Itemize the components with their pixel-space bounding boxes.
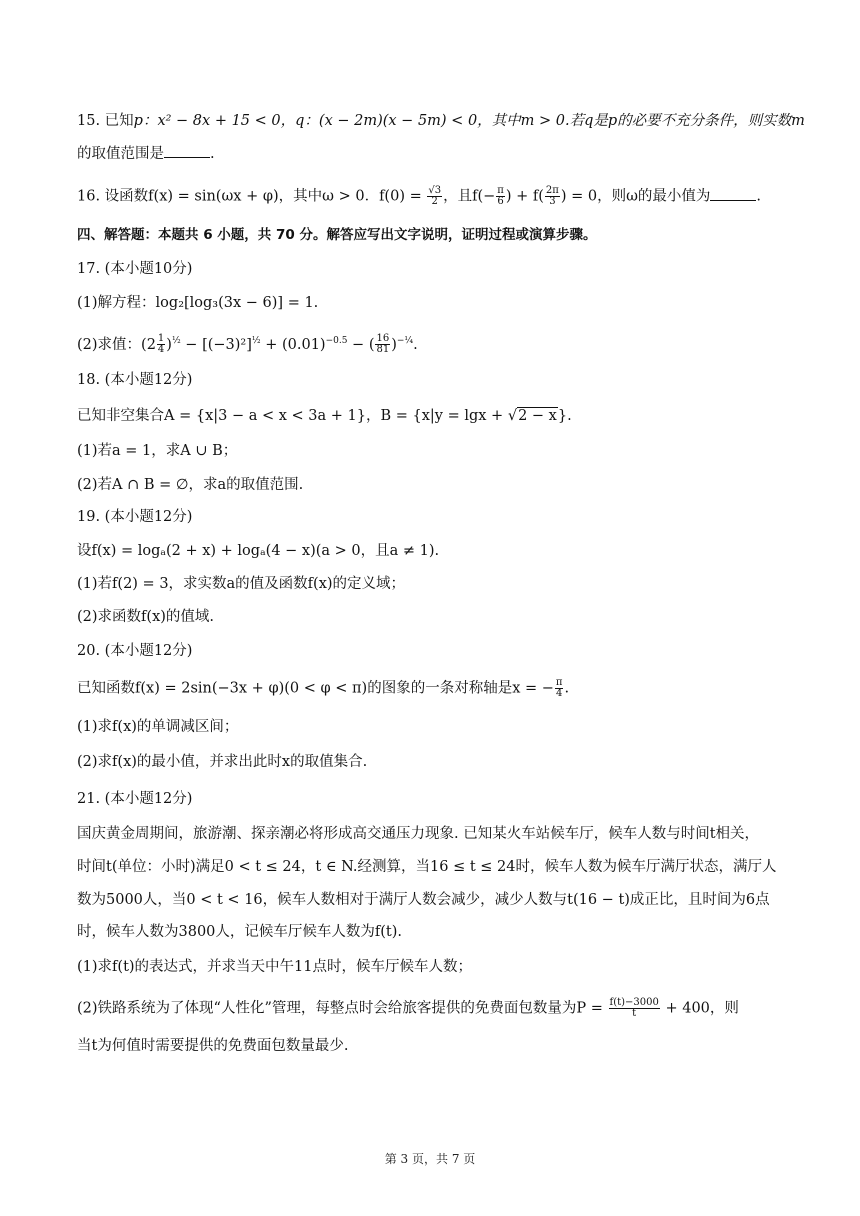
exponent: ½ xyxy=(251,336,261,346)
q20-stem-b: . xyxy=(564,680,570,697)
frac-num: 2π xyxy=(545,185,559,196)
q19-part2: (2)求函数f(x)的值域. xyxy=(77,609,215,625)
answer-blank xyxy=(710,188,756,201)
exponent: −0.5 xyxy=(325,336,348,346)
q18-stem-b: }. xyxy=(557,408,572,424)
frac-den: t xyxy=(632,1008,637,1019)
q18-part1: (1)若a = 1，求A ∪ B； xyxy=(77,443,238,459)
q17-head: 17. (本小题10分) xyxy=(77,261,193,277)
frac-den: 4 xyxy=(556,688,563,699)
q15-line2 xyxy=(77,144,789,164)
q20-part2: (2)求f(x)的最小值，并求出此时x的取值集合. xyxy=(77,754,368,770)
exponent: −¼ xyxy=(396,336,414,346)
q15-line1 xyxy=(77,111,805,131)
q17-p2-e: − ( xyxy=(347,336,375,353)
q17-p2-f: ) xyxy=(391,336,397,353)
q17-p2-d: + (0.01) xyxy=(260,336,326,353)
section-title: 四、解答题：本题共 6 小题，共 70 分。解答应写出文字说明，证明过程或演算步骤。 xyxy=(77,227,597,243)
frac-den: 2 xyxy=(431,196,438,207)
q16-frac3 xyxy=(545,186,560,207)
q17-p2-b: ) xyxy=(166,336,172,353)
q21-head: 21. (本小题12分) xyxy=(77,791,193,807)
q17-p2-g: . xyxy=(413,336,418,353)
exponent: ½ xyxy=(171,336,181,346)
q15-tail: 的取值范围是 xyxy=(77,146,164,162)
q17-frac1 xyxy=(157,334,165,355)
q16-end: . xyxy=(756,188,762,205)
q16-frac2 xyxy=(496,186,505,207)
q20-frac xyxy=(555,678,564,699)
frac-num: 16 xyxy=(376,333,390,345)
q21-line3: 数为5000人，当0 < t < 16，候车人数相对于满厅人数会减少，减少人数与t(16 − t)成正比，且时间为6点 xyxy=(77,892,770,908)
sqrt-expr: 2 − x xyxy=(518,408,557,424)
frac-den: 3 xyxy=(549,196,556,207)
q16-part-d: ) = 0，则ω的最小值为 xyxy=(560,188,711,205)
q16-part-a: 16. 设函数f(x) = sin(ωx + φ)，其中ω > 0．f(0) = xyxy=(77,188,427,205)
q21-p2-b: + 400，则 xyxy=(660,1000,739,1017)
frac-num: 1 xyxy=(157,333,165,345)
q21-part1: (1)求f(t)的表达式，并求当天中午11点时，候车厅候车人数； xyxy=(77,959,472,975)
q15-end: . xyxy=(210,146,215,162)
q20-head: 20. (本小题12分) xyxy=(77,643,193,659)
frac-num: f(t)−3000 xyxy=(609,997,659,1008)
q21-line4: 时，候车人数为3800人，记候车厅候车人数为f(t). xyxy=(77,924,403,940)
q15-condition: p：x² − 8x + 15 < 0，q：(x − 2m)(x − 5m) < 0，其中m > 0.若q是p的必要不充分条件，则实数m xyxy=(133,113,805,129)
q16-frac1 xyxy=(427,186,442,207)
q19-stem: 设f(x) = logₐ(2 + x) + logₐ(4 − x)(a > 0，且a ≠ 1). xyxy=(77,543,440,559)
q17-part1: (1)解方程：log₂[log₃(3x − 6)] = 1. xyxy=(77,295,319,311)
frac-den: 81 xyxy=(376,344,390,356)
q18-part2: (2)若A ∩ B = ∅，求a的取值范围. xyxy=(77,477,304,493)
q17-frac2 xyxy=(375,334,390,355)
frac-num: π xyxy=(555,677,563,688)
q20-stem xyxy=(77,678,789,699)
q21-part2-line2: 当t为何值时需要提供的免费面包数量最少. xyxy=(77,1038,349,1054)
q21-line1: 国庆黄金周期间，旅游潮、探亲潮必将形成高交通压力现象. 已知某火车站候车厅，候车人数与时间t相关， xyxy=(77,826,760,842)
q16-line xyxy=(77,186,789,207)
q17-part2 xyxy=(77,331,789,355)
q16-part-b: ，且f(− xyxy=(443,188,496,205)
q20-part1: (1)求f(x)的单调减区间； xyxy=(77,719,239,735)
q17-p2-a: (2)求值：(2 xyxy=(77,336,156,353)
q18-stem: 已知非空集合A = {x|3 − a < x < 3a + 1}，B = {x|y = lgx + √2 − x}. xyxy=(77,408,572,424)
frac-num: √3 xyxy=(428,185,442,196)
q18-head: 18. (本小题12分) xyxy=(77,372,193,388)
answer-blank xyxy=(164,145,210,158)
frac-num: π xyxy=(497,185,504,196)
q21-part2 xyxy=(77,998,789,1019)
q19-part1: (1)若f(2) = 3，求实数a的值及函数f(x)的定义域； xyxy=(77,576,406,592)
q21-frac xyxy=(609,998,660,1019)
q15-label: 15. 已知 xyxy=(77,113,134,129)
page-footer: 第 3 页，共 7 页 xyxy=(384,1152,476,1166)
frac-den: 6 xyxy=(497,196,504,207)
q16-part-c: ) + f( xyxy=(505,188,544,205)
q19-head: 19. (本小题12分) xyxy=(77,509,193,525)
q18-stem-a: 已知非空集合A = {x|3 − a < x < 3a + 1}，B = {x|y = lgx + xyxy=(77,408,508,424)
q17-p2-c: − [(−3)²] xyxy=(180,336,252,353)
q21-p2-a: (2)铁路系统为了体现“人性化”管理，每整点时会给旅客提供的免费面包数量为P = xyxy=(77,1000,608,1017)
q21-line2: 时间t(单位：小时)满足0 < t ≤ 24，t ∈ N.经测算，当16 ≤ t ≤ 24时，候车人数为候车厅满厅状态，满厅人 xyxy=(77,859,777,875)
q20-stem-a: 已知函数f(x) = 2sin(−3x + φ)(0 < φ < π)的图象的一条对称轴是x = − xyxy=(77,680,554,697)
frac-den: 4 xyxy=(157,344,165,356)
